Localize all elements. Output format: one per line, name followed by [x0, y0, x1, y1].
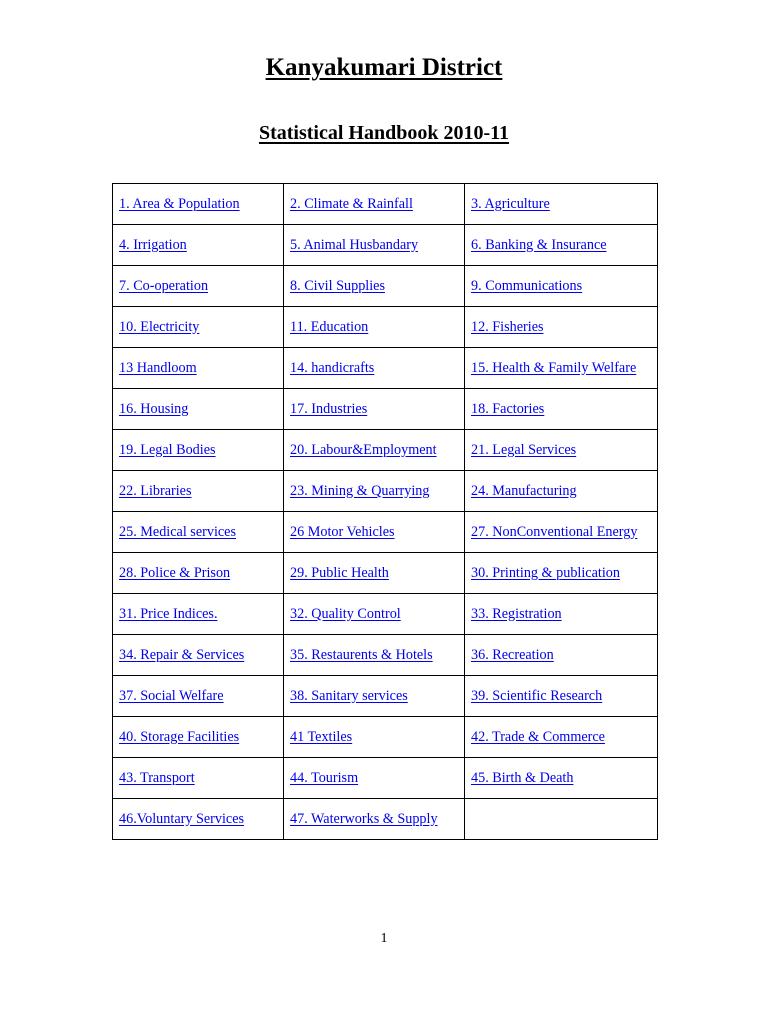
chapter-link[interactable]: 12. Fisheries	[471, 318, 544, 335]
chapter-link[interactable]: 22. Libraries	[119, 482, 192, 499]
contents-row	[113, 635, 658, 676]
contents-row	[113, 553, 658, 594]
chapter-link[interactable]: 44. Tourism	[290, 769, 359, 786]
chapter-link[interactable]: 41 Textiles	[290, 728, 353, 745]
chapter-link[interactable]: 43. Transport	[119, 769, 195, 786]
chapter-link[interactable]: 25. Medical services	[119, 523, 237, 540]
chapter-link[interactable]: 46.Voluntary Services	[119, 810, 245, 827]
chapter-link[interactable]: 34. Repair & Services	[119, 646, 245, 663]
chapter-link[interactable]: 38. Sanitary services	[290, 687, 408, 704]
chapter-link[interactable]: 31. Price Indices.	[119, 605, 218, 622]
chapter-link[interactable]: 1. Area & Population	[119, 195, 240, 212]
chapter-link[interactable]: 24. Manufacturing	[471, 482, 577, 499]
chapter-link[interactable]: 14. handicrafts	[290, 359, 375, 376]
contents-cell	[113, 225, 284, 266]
page-number: 1	[380, 931, 388, 946]
chapter-link[interactable]: 21. Legal Services	[471, 441, 577, 458]
contents-cell	[284, 389, 465, 430]
document-title: Kanyakumari District	[265, 54, 503, 81]
contents-cell	[113, 635, 284, 676]
chapter-link[interactable]: 33. Registration	[471, 605, 562, 622]
contents-cell	[284, 676, 465, 717]
contents-row	[113, 758, 658, 799]
chapter-link[interactable]: 32. Quality Control	[290, 605, 401, 622]
chapter-link[interactable]: 4. Irrigation	[119, 236, 187, 253]
contents-cell	[113, 594, 284, 635]
contents-cell	[465, 717, 658, 758]
contents-cell	[284, 430, 465, 471]
contents-cell	[113, 389, 284, 430]
contents-row	[113, 512, 658, 553]
chapter-link[interactable]: 7. Co-operation	[119, 277, 209, 294]
contents-cell	[113, 430, 284, 471]
contents-cell	[113, 471, 284, 512]
contents-cell	[465, 594, 658, 635]
contents-cell	[284, 758, 465, 799]
contents-row	[113, 717, 658, 758]
contents-cell	[113, 758, 284, 799]
document-subtitle: Statistical Handbook 2010-11	[258, 122, 510, 144]
contents-cell	[465, 307, 658, 348]
chapter-link[interactable]: 3. Agriculture	[471, 195, 550, 212]
contents-row	[113, 430, 658, 471]
contents-row	[113, 307, 658, 348]
chapter-link[interactable]: 40. Storage Facilities	[119, 728, 240, 745]
contents-cell	[465, 348, 658, 389]
chapter-link[interactable]: 19. Legal Bodies	[119, 441, 216, 458]
contents-cell	[465, 430, 658, 471]
contents-cell	[113, 512, 284, 553]
contents-row	[113, 594, 658, 635]
contents-cell	[465, 389, 658, 430]
chapter-link[interactable]: 28. Police & Prison	[119, 564, 231, 581]
chapter-link[interactable]: 42. Trade & Commerce	[471, 728, 605, 745]
chapter-link[interactable]: 13 Handloom	[119, 359, 197, 376]
contents-row	[113, 225, 658, 266]
contents-cell	[113, 799, 284, 840]
contents-table-body	[113, 184, 658, 840]
contents-cell	[284, 348, 465, 389]
contents-row	[113, 184, 658, 225]
contents-cell	[284, 225, 465, 266]
chapter-link[interactable]: 23. Mining & Quarrying	[290, 482, 430, 499]
contents-row	[113, 389, 658, 430]
chapter-link[interactable]: 20. Labour&Employment	[290, 441, 437, 458]
contents-cell	[284, 553, 465, 594]
contents-cell	[284, 471, 465, 512]
contents-cell	[113, 307, 284, 348]
contents-row	[113, 266, 658, 307]
contents-cell	[284, 594, 465, 635]
contents-cell	[465, 799, 658, 840]
contents-cell	[113, 184, 284, 225]
chapter-link[interactable]: 39. Scientific Research	[471, 687, 603, 704]
chapter-link[interactable]: 16. Housing	[119, 400, 189, 417]
chapter-link[interactable]: 10. Electricity	[119, 318, 200, 335]
chapter-link[interactable]: 9. Communications	[471, 277, 583, 294]
contents-cell	[113, 553, 284, 594]
chapter-link[interactable]: 6. Banking & Insurance	[471, 236, 607, 253]
chapter-link[interactable]: 29. Public Health	[290, 564, 389, 581]
chapter-link[interactable]: 15. Health & Family Welfare	[471, 359, 637, 376]
chapter-link[interactable]: 8. Civil Supplies	[290, 277, 385, 294]
chapter-link[interactable]: 11. Education	[290, 318, 369, 335]
contents-cell	[465, 676, 658, 717]
contents-row	[113, 348, 658, 389]
contents-cell	[465, 184, 658, 225]
contents-row	[113, 799, 658, 840]
contents-cell	[465, 512, 658, 553]
contents-cell	[465, 471, 658, 512]
contents-cell	[465, 635, 658, 676]
contents-cell	[284, 512, 465, 553]
contents-cell	[465, 553, 658, 594]
chapter-link[interactable]: 5. Animal Husbandary	[290, 236, 419, 253]
contents-cell	[284, 717, 465, 758]
chapter-link[interactable]: 47. Waterworks & Supply	[290, 810, 438, 827]
contents-cell	[465, 266, 658, 307]
chapter-link[interactable]: 35. Restaurents & Hotels	[290, 646, 433, 663]
chapter-link[interactable]: 30. Printing & publication	[471, 564, 620, 581]
chapter-link[interactable]: 27. NonConventional Energy	[471, 523, 638, 540]
contents-cell	[465, 758, 658, 799]
chapter-link[interactable]: 17. Industries	[290, 400, 368, 417]
contents-table	[112, 183, 658, 840]
contents-cell	[113, 266, 284, 307]
chapter-link[interactable]: 2. Climate & Rainfall	[290, 195, 413, 212]
chapter-link[interactable]: 37. Social Welfare	[119, 687, 224, 704]
contents-cell	[284, 307, 465, 348]
contents-row	[113, 676, 658, 717]
contents-cell	[113, 676, 284, 717]
contents-cell	[113, 717, 284, 758]
contents-cell	[465, 225, 658, 266]
contents-cell	[284, 184, 465, 225]
chapter-link[interactable]: 45. Birth & Death	[471, 769, 574, 786]
chapter-link[interactable]: 18. Factories	[471, 400, 545, 417]
contents-cell	[284, 799, 465, 840]
contents-cell	[284, 266, 465, 307]
chapter-link[interactable]: 36. Recreation	[471, 646, 554, 663]
chapter-link[interactable]: 26 Motor Vehicles	[290, 523, 395, 540]
contents-row	[113, 471, 658, 512]
contents-cell	[284, 635, 465, 676]
contents-cell	[113, 348, 284, 389]
